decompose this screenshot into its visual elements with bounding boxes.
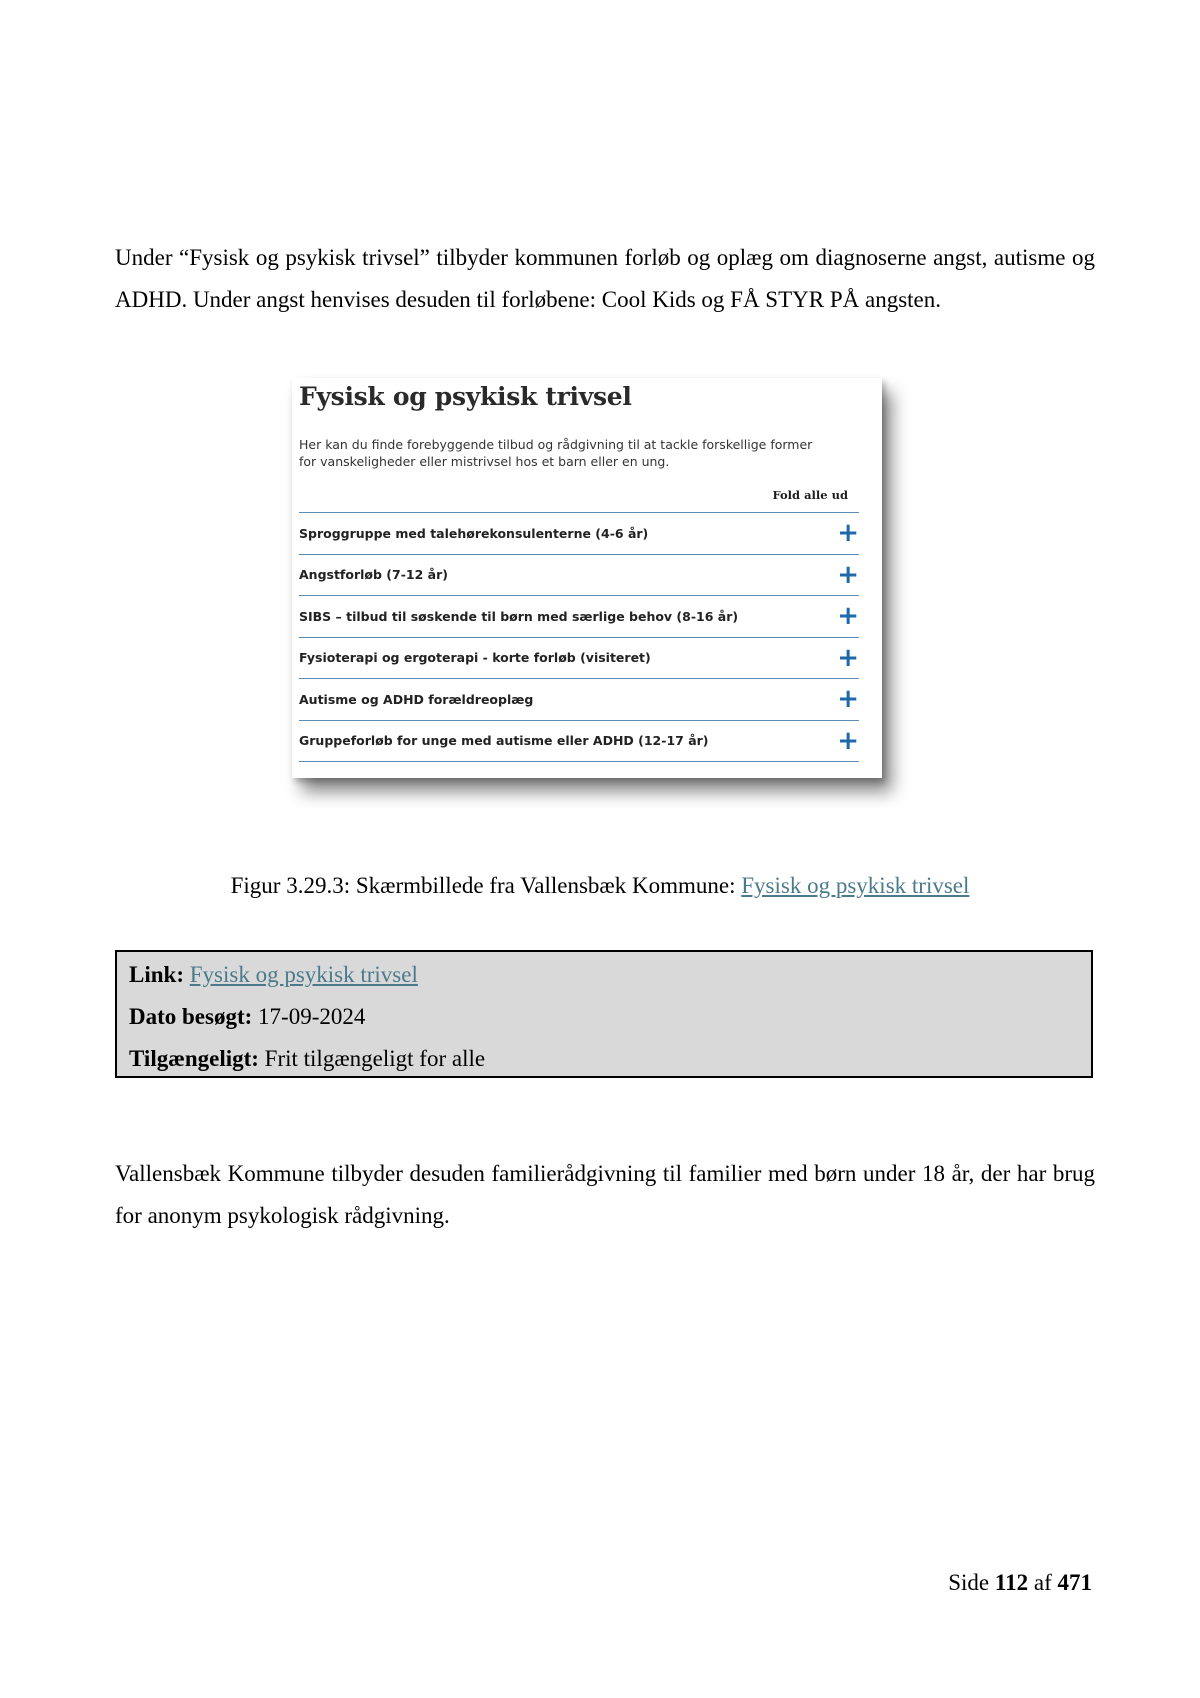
accordion-label: Gruppeforløb for unge med autisme eller ADHD (12-17 år)	[299, 733, 709, 749]
caption-link[interactable]: Fysisk og psykisk trivsel	[741, 873, 970, 898]
page-total: 471	[1057, 1570, 1092, 1595]
accordion-item[interactable]	[299, 555, 859, 597]
accordion-label: Angstforløb (7-12 år)	[299, 567, 448, 583]
plus-icon[interactable]: +	[837, 518, 859, 549]
date-value: 17-09-2024	[258, 1004, 366, 1029]
date-label: Dato besøgt:	[129, 1004, 253, 1029]
accordion-item[interactable]	[299, 721, 859, 763]
infobox-date-row	[129, 996, 1079, 1038]
intro-paragraph: Under “Fysisk og psykisk trivsel” tilbyder kommunen forløb og oplæg om diagnoserne angst, autisme og ADHD. Under angst henvises desuden til forløbene: Cool Kids og FÅ STYR PÅ angsten.	[115, 245, 1095, 312]
caption-text: Figur 3.29.3: Skærmbillede fra Vallensbæk Kommune:	[230, 873, 742, 898]
screenshot-title: Fysisk og psykisk trivsel	[299, 382, 632, 411]
accordion-list	[299, 512, 859, 762]
accordion-item[interactable]	[299, 513, 859, 555]
accordion-label: SIBS – tilbud til søskende til børn med særlige behov (8-16 år)	[299, 608, 739, 624]
embedded-screenshot	[292, 378, 882, 778]
accordion-item[interactable]	[299, 596, 859, 638]
infobox-link-row	[129, 954, 1079, 996]
accordion-label: Autisme og ADHD forældreoplæg	[299, 691, 534, 707]
figure-caption	[0, 870, 1200, 902]
screenshot-intro: Her kan du finde forebyggende tilbud og rådgivning til at tackle forskellige former for vanskeligheder eller mistrivsel hos et barn eller en ung.	[299, 437, 813, 469]
link-label: Link:	[129, 962, 184, 987]
plus-icon[interactable]: +	[837, 559, 859, 590]
plus-icon[interactable]: +	[837, 684, 859, 715]
page-number: 112	[994, 1570, 1029, 1595]
closing-paragraph: Vallensbæk Kommune tilbyder desuden familierådgivning til familier med børn under 18 år, der har brug for anonym psykologisk rådgivning.	[115, 1161, 1095, 1228]
infobox-link[interactable]: Fysisk og psykisk trivsel	[189, 962, 418, 987]
plus-icon[interactable]: +	[837, 642, 859, 673]
fold-all-button[interactable]: Fold alle ud	[772, 488, 848, 502]
page-footer	[948, 1568, 1092, 1598]
footer-sep: af	[1033, 1570, 1052, 1595]
plus-icon[interactable]: +	[837, 601, 859, 632]
infobox-access-row	[129, 1038, 1079, 1080]
accordion-label: Fysioterapi og ergoterapi - korte forløb (visiteret)	[299, 650, 651, 666]
access-label: Tilgængeligt:	[129, 1046, 259, 1071]
accordion-label: Sproggruppe med talehørekonsulenterne (4-6 år)	[299, 525, 649, 541]
footer-prefix: Side	[948, 1570, 990, 1595]
plus-icon[interactable]: +	[837, 725, 859, 756]
accordion-item[interactable]	[299, 638, 859, 680]
accordion-item[interactable]	[299, 679, 859, 721]
access-value: Frit tilgængeligt for alle	[264, 1046, 486, 1071]
source-infobox	[115, 950, 1093, 1078]
